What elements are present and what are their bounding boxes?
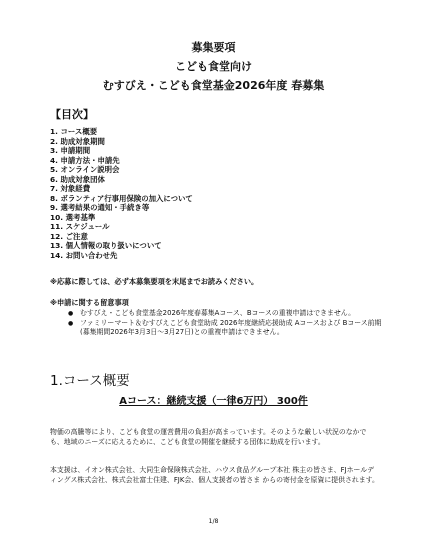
notes-list <box>68 309 388 338</box>
course-title-text: Aコース：継続支援（一律6万円） 300件 <box>119 396 308 407</box>
toc-item: 11. スケジュール <box>50 222 110 231</box>
toc-item: 6. 助成対象団体 <box>50 174 105 184</box>
title-line-3: むすびえ・こども食堂基金2026年度 春募集 <box>102 79 325 92</box>
course-title <box>0 392 427 407</box>
body-paragraph: 本支援は、イオン株式会社、大同生命保険株式会社、ハウス食品グループ本社 株主の皆さま、FJホールディングス株式会社、株式会社富士住建、FJK会、個人支援者の皆さま からの寄付金を原資に提供されます。 <box>50 466 379 485</box>
toc-item: 1. コース概要 <box>50 127 98 136</box>
toc-item: 5. オンライン説明会 <box>50 165 120 174</box>
note-item <box>68 319 388 338</box>
note-text: むすびえ・こども食堂基金2026年度春募集Aコース、Bコースの重複申請はできません。 <box>80 309 355 317</box>
note-item <box>68 309 388 319</box>
toc-item: 2. 助成対象期間 <box>50 136 105 146</box>
toc-item: 9. 選考結果の通知・手続き等 <box>50 203 150 212</box>
page-number: 1/8 <box>208 518 219 525</box>
notes-heading: ※申請に関する留意事項 <box>50 298 129 307</box>
body-paragraph: 物価の高騰等により、こども食堂の運営費用の負担が高まっています。そのような厳しい状況のなかでも、地域のニーズに応えるために、こども食堂の開催を継続する団体に助成を行います。 <box>50 428 367 447</box>
toc-item: 12. ご注意 <box>50 231 88 241</box>
toc-item: 4. 申請方法・申請先 <box>50 155 120 165</box>
toc-item: 7. 対象経費 <box>50 184 91 193</box>
toc-heading: 【目次】 <box>50 108 94 121</box>
title-line-1: 募集要項 <box>191 41 236 54</box>
bullet-icon: ● <box>68 310 74 317</box>
section-title: 1.コース概要 <box>50 373 130 389</box>
toc-item: 13. 個人情報の取り扱いについて <box>50 241 162 250</box>
table-of-contents <box>50 127 193 260</box>
toc-item: 8. ボランティア行事用保険の加入について <box>50 193 193 203</box>
bullet-icon: ● <box>68 319 74 327</box>
toc-item: 10. 選考基準 <box>50 212 96 222</box>
application-notice: ※応募に際しては、必ず本募集要項を末尾までお読みください。 <box>50 277 259 286</box>
title-line-2: こども食堂向け <box>175 60 252 73</box>
toc-item: 3. 申請期間 <box>50 146 91 155</box>
document-title <box>0 38 427 95</box>
note-text: ファミリーマート＆むすびえこども食堂助成 2026年度継続応援助成 Aコースおよび Bコース前期(募集期間2026年3月3日～3月27日)との重複申請はできません。 <box>80 318 382 337</box>
toc-item: 14. お問い合わせ先 <box>50 250 118 260</box>
